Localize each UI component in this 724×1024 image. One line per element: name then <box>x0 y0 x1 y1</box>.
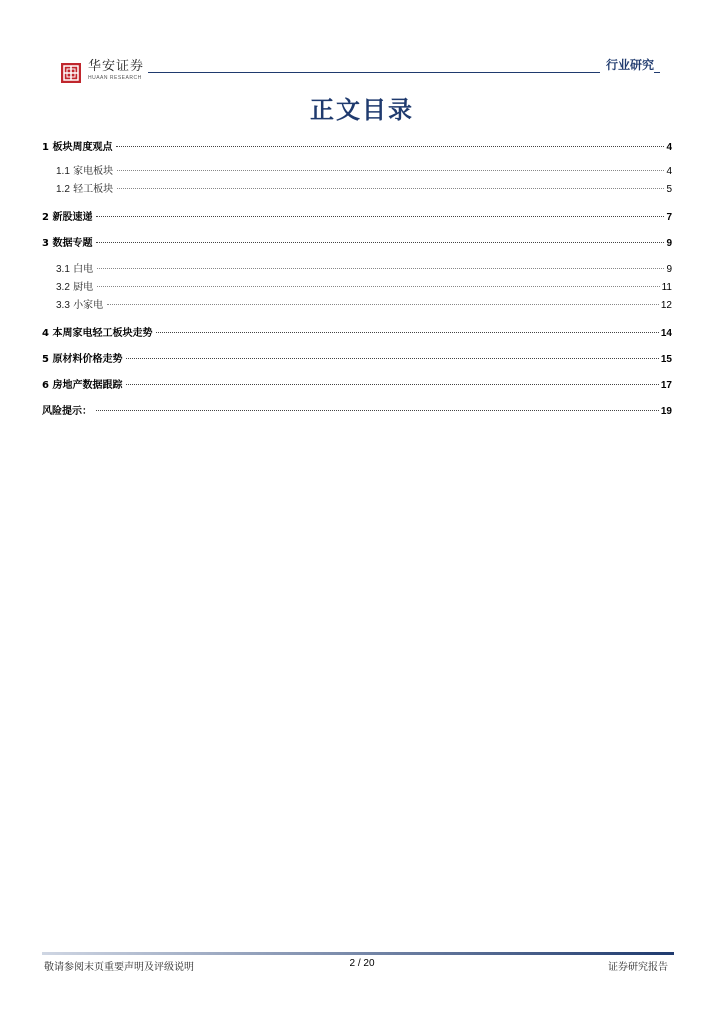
toc-entry-label <box>56 260 95 275</box>
toc-leader-dots <box>116 146 664 147</box>
toc-entry-label <box>42 234 94 249</box>
toc-entry-number: 2 <box>42 212 49 223</box>
toc-entry-title: 轻工板块 <box>73 184 114 195</box>
header-rule <box>148 72 660 73</box>
toc-entry-title: 原材料价格走势 <box>52 354 123 365</box>
toc-entry-page: 12 <box>660 300 672 311</box>
toc-entry[interactable] <box>42 350 672 366</box>
toc-entry-page: 9 <box>666 238 672 249</box>
toc-entry-label <box>56 296 105 311</box>
toc-leader-dots <box>156 332 658 333</box>
toc-entry[interactable] <box>56 260 672 276</box>
toc-leader-dots <box>126 358 658 359</box>
toc-entry-page: 17 <box>660 380 672 391</box>
toc-entry-title: 新股速递 <box>52 212 93 223</box>
toc-entry-label <box>42 208 94 223</box>
toc-entry-number: 4 <box>42 328 49 339</box>
toc-entry-number: 5 <box>42 354 49 365</box>
huaan-logo-icon <box>60 62 82 84</box>
page-header <box>60 58 660 88</box>
toc-entry-label <box>56 180 115 195</box>
toc-leader-dots <box>97 268 664 269</box>
toc-entry-number: 1.1 <box>56 166 70 177</box>
toc-entry[interactable] <box>42 138 672 154</box>
toc-entry-label <box>56 278 95 293</box>
toc-entry-label <box>42 324 154 339</box>
footer-disclaimer: 敬请参阅末页重要声明及评级说明 <box>44 962 194 973</box>
toc-leader-dots <box>97 286 660 287</box>
toc-entry-title: 风险提示： <box>42 406 92 417</box>
toc-entry-page: 5 <box>666 184 672 195</box>
toc-leader-dots <box>96 242 664 243</box>
toc-leader-dots <box>126 384 658 385</box>
toc-entry[interactable] <box>42 208 672 224</box>
page-number: 2 / 20 <box>349 958 375 969</box>
toc-entry-label <box>42 138 114 153</box>
toc-entry-number: 6 <box>42 380 49 391</box>
footer-report-type: 证券研究报告 <box>608 962 668 973</box>
toc-entry[interactable] <box>42 376 672 392</box>
toc-entry-title: 本周家电轻工板块走势 <box>52 328 153 339</box>
brand-name-en: HUAAN RESEARCH <box>88 75 142 81</box>
toc-entry-page: 11 <box>661 282 672 293</box>
page-title: 正文目录 <box>310 95 414 124</box>
toc-entry-page: 19 <box>660 406 672 417</box>
toc-leader-dots <box>117 188 664 189</box>
toc-entry[interactable] <box>42 402 672 418</box>
toc-entry-label <box>56 162 115 177</box>
toc-entry-page: 9 <box>666 264 672 275</box>
toc-entry[interactable] <box>56 162 672 178</box>
toc-entry[interactable] <box>56 278 672 294</box>
toc-entry-number: 1 <box>42 142 49 153</box>
toc-entry-number: 3 <box>42 238 49 249</box>
toc-entry[interactable] <box>56 296 672 312</box>
toc-entry-number: 3.1 <box>56 264 70 275</box>
toc-entry-title: 房地产数据跟踪 <box>52 380 123 391</box>
toc-leader-dots <box>96 216 664 217</box>
report-category: 行业研究 <box>600 56 654 73</box>
toc-entry-label <box>42 376 124 391</box>
toc-entry-title: 厨电 <box>73 282 94 293</box>
toc-entry[interactable] <box>42 324 672 340</box>
toc-entry-page: 14 <box>660 328 672 339</box>
toc-entry-title: 板块周度观点 <box>52 142 113 153</box>
toc-entry-number: 3.3 <box>56 300 70 311</box>
toc-leader-dots <box>107 304 659 305</box>
toc-entry-page: 7 <box>666 212 672 223</box>
toc-leader-dots <box>96 410 659 411</box>
toc-entry-title: 白电 <box>73 264 94 275</box>
toc-entry-page: 4 <box>666 142 672 153</box>
toc-entry-title: 小家电 <box>73 300 104 311</box>
toc-entry-label <box>42 350 124 365</box>
toc-entry-title: 数据专题 <box>52 238 93 249</box>
toc-entry-number: 3.2 <box>56 282 70 293</box>
brand <box>88 60 144 82</box>
toc-entry-page: 15 <box>660 354 672 365</box>
brand-name-cn: 华安证券 <box>88 59 145 74</box>
toc-entry[interactable] <box>42 234 672 250</box>
footer-rule <box>42 952 674 955</box>
toc-leader-dots <box>117 170 664 171</box>
toc-entry-number: 1.2 <box>56 184 70 195</box>
toc-entry[interactable] <box>56 180 672 196</box>
toc-entry-page: 4 <box>666 166 672 177</box>
toc-entry-label <box>42 402 94 417</box>
toc-entry-title: 家电板块 <box>73 166 114 177</box>
